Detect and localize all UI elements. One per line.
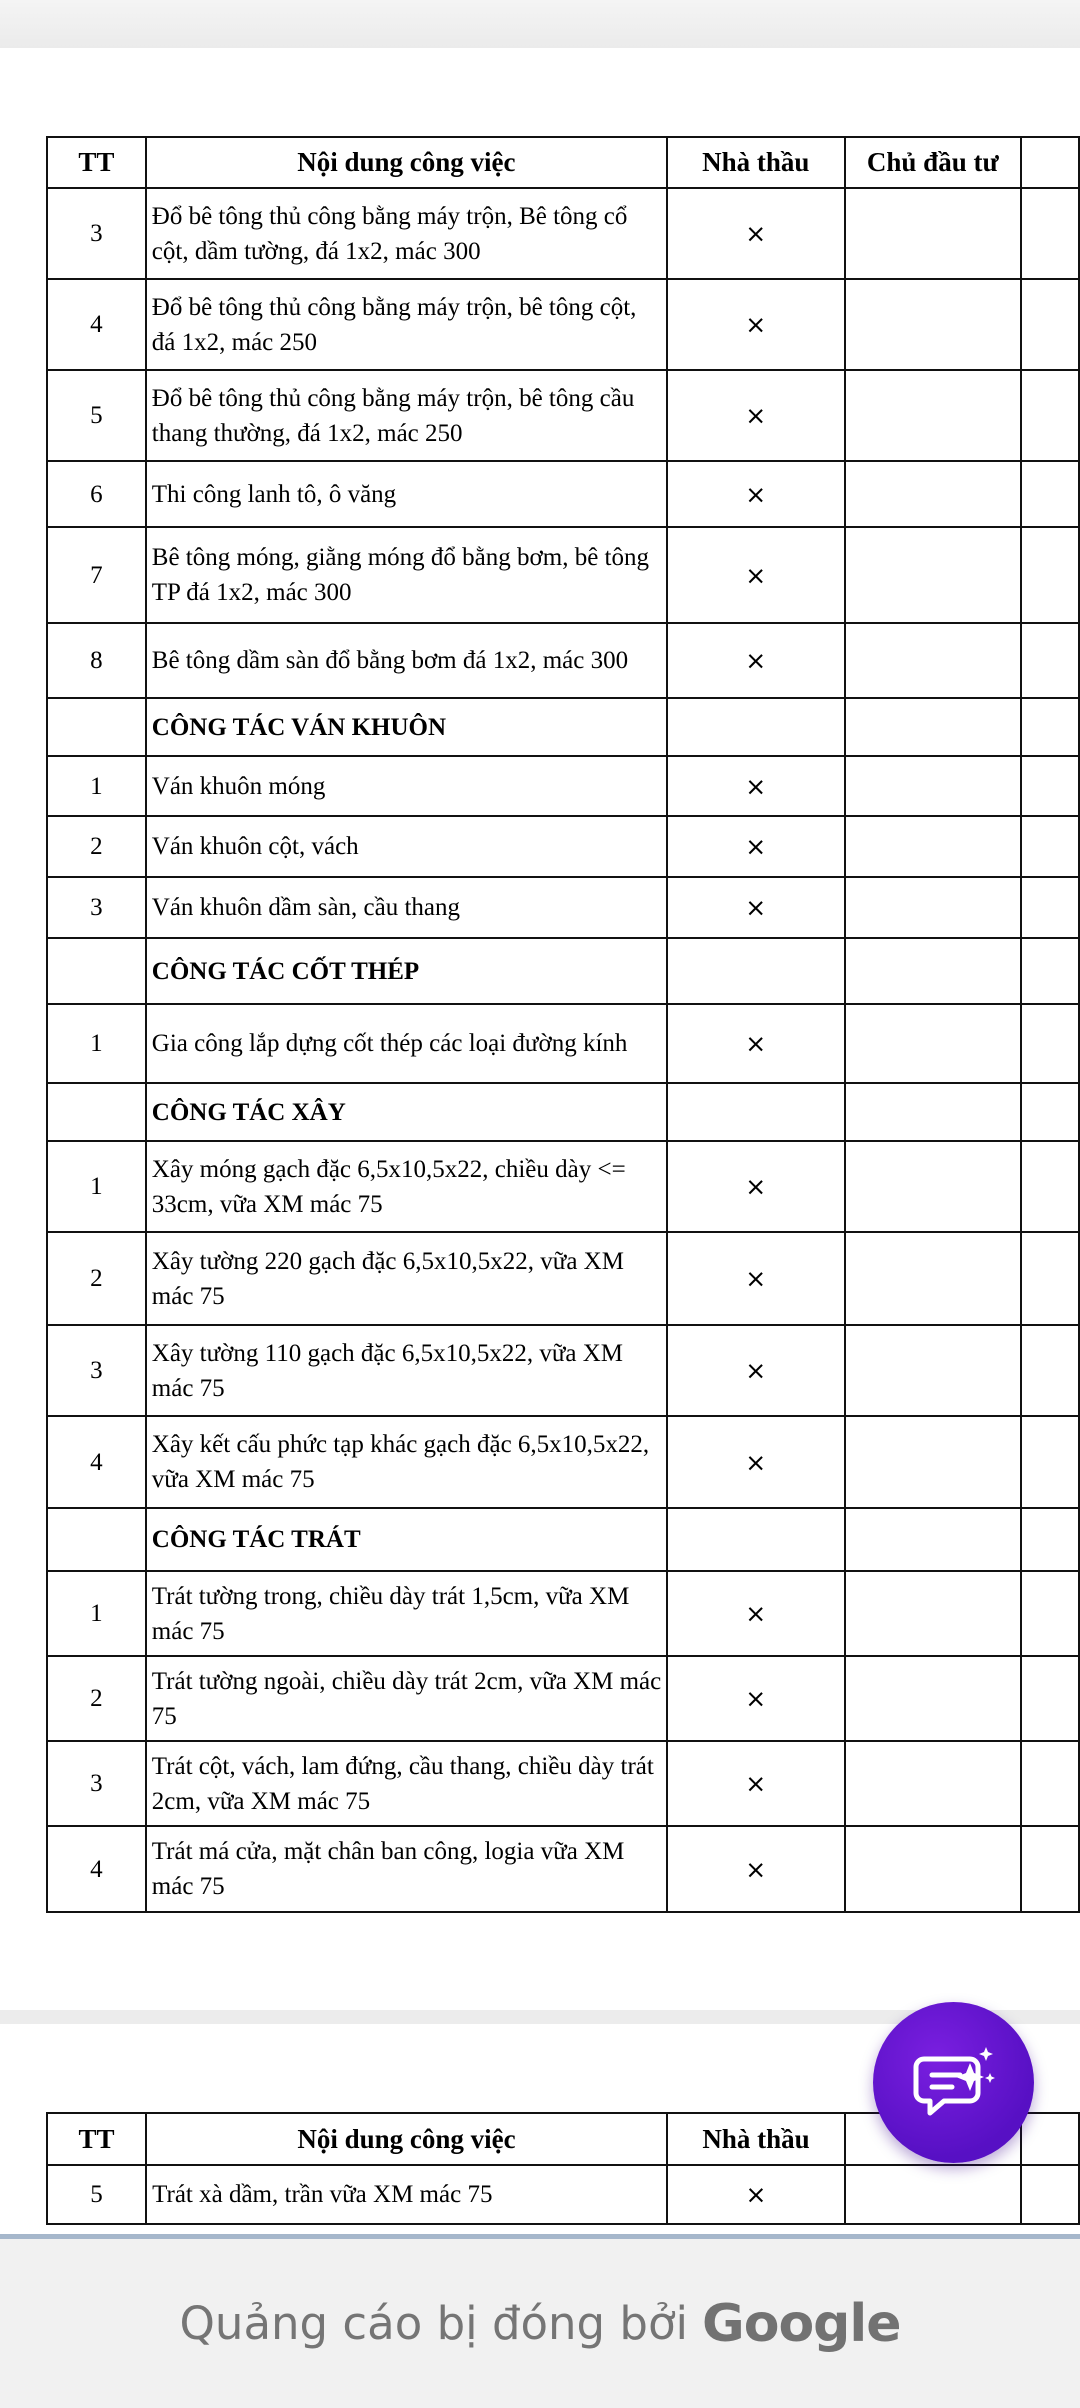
- header-investor: Chủ đầu tư: [845, 137, 1021, 188]
- ai-chat-sparkle-icon: [906, 2035, 1002, 2131]
- investor-cell: [845, 461, 1021, 527]
- investor-cell: [845, 1656, 1021, 1741]
- contractor-mark: ×: [667, 756, 845, 816]
- work-description: Ván khuôn dầm sàn, cầu thang: [146, 877, 667, 938]
- work-description: Đổ bê tông thủ công bằng máy trộn, bê tông cột, đá 1x2, mác 250: [146, 279, 667, 370]
- work-description: Đổ bê tông thủ công bằng máy trộn, bê tông cầu thang thường, đá 1x2, mác 250: [146, 370, 667, 461]
- extra-cell: [1021, 698, 1079, 756]
- contractor-mark: [667, 938, 845, 1004]
- extra-cell: [1021, 527, 1079, 623]
- contractor-mark: ×: [667, 1571, 845, 1656]
- table-header-row: [47, 137, 1079, 188]
- section-header-row: [47, 1083, 1079, 1141]
- row-number: 1: [47, 1141, 146, 1232]
- table-row: [47, 1741, 1079, 1826]
- contractor-mark: ×: [667, 1141, 845, 1232]
- row-number: 1: [47, 1004, 146, 1083]
- row-number: 5: [47, 370, 146, 461]
- extra-cell: [1021, 1141, 1079, 1232]
- header-contractor: Nhà thầu: [667, 2113, 845, 2165]
- table-row: [47, 1325, 1079, 1416]
- section-header-row: [47, 938, 1079, 1004]
- extra-cell: [1021, 370, 1079, 461]
- row-number: [47, 938, 146, 1004]
- extra-cell: [1021, 816, 1079, 877]
- row-number: [47, 698, 146, 756]
- investor-cell: [845, 1232, 1021, 1325]
- table-row: [47, 1826, 1079, 1912]
- row-number: 3: [47, 1741, 146, 1826]
- work-description: Trát xà dầm, trần vữa XM mác 75: [146, 2165, 667, 2224]
- contractor-mark: ×: [667, 1232, 845, 1325]
- investor-cell: [845, 623, 1021, 698]
- extra-cell: [1021, 1325, 1079, 1416]
- table-row: [47, 1656, 1079, 1741]
- investor-cell: [845, 1571, 1021, 1656]
- extra-cell: [1021, 1083, 1079, 1141]
- contractor-mark: ×: [667, 1004, 845, 1083]
- row-number: 7: [47, 527, 146, 623]
- investor-cell: [845, 1826, 1021, 1912]
- section-header-row: [47, 698, 1079, 756]
- extra-cell: [1021, 1826, 1079, 1912]
- row-number: 4: [47, 1416, 146, 1508]
- investor-cell: [845, 1083, 1021, 1141]
- row-number: 4: [47, 1826, 146, 1912]
- contractor-mark: [667, 1508, 845, 1571]
- table-row: [47, 1004, 1079, 1083]
- contractor-mark: [667, 698, 845, 756]
- header-extra: [1021, 2113, 1079, 2165]
- contractor-mark: ×: [667, 1416, 845, 1508]
- contractor-mark: ×: [667, 279, 845, 370]
- row-number: 1: [47, 756, 146, 816]
- investor-cell: [845, 188, 1021, 279]
- table-row: [47, 623, 1079, 698]
- work-description: Xây móng gạch đặc 6,5x10,5x22, chiều dày <= 33cm, vữa XM mác 75: [146, 1141, 667, 1232]
- table-row: [47, 1416, 1079, 1508]
- extra-cell: [1021, 188, 1079, 279]
- section-title: CÔNG TÁC CỐT THÉP: [146, 938, 667, 1004]
- contractor-mark: [667, 1083, 845, 1141]
- extra-cell: [1021, 1508, 1079, 1571]
- contractor-mark: ×: [667, 816, 845, 877]
- google-logo-text: Google: [702, 2293, 901, 2354]
- contractor-mark: ×: [667, 188, 845, 279]
- investor-cell: [845, 938, 1021, 1004]
- header-content: Nội dung công việc: [146, 2113, 667, 2165]
- row-number: 3: [47, 188, 146, 279]
- header-extra: [1021, 137, 1079, 188]
- investor-cell: [845, 1004, 1021, 1083]
- investor-cell: [845, 370, 1021, 461]
- extra-cell: [1021, 1741, 1079, 1826]
- work-description: Gia công lắp dựng cốt thép các loại đường kính: [146, 1004, 667, 1083]
- investor-cell: [845, 1141, 1021, 1232]
- section-title: CÔNG TÁC TRÁT: [146, 1508, 667, 1571]
- work-description: Trát cột, vách, lam đứng, cầu thang, chiều dày trát 2cm, vữa XM mác 75: [146, 1741, 667, 1826]
- table-row: [47, 370, 1079, 461]
- row-number: 2: [47, 816, 146, 877]
- work-description: Trát má cửa, mặt chân ban công, logia vữa XM mác 75: [146, 1826, 667, 1912]
- investor-cell: [845, 279, 1021, 370]
- contractor-mark: ×: [667, 527, 845, 623]
- work-description: Xây tường 110 gạch đặc 6,5x10,5x22, vữa XM mác 75: [146, 1325, 667, 1416]
- contractor-mark: ×: [667, 1325, 845, 1416]
- investor-cell: [845, 527, 1021, 623]
- contractor-mark: ×: [667, 1826, 845, 1912]
- extra-cell: [1021, 1232, 1079, 1325]
- extra-cell: [1021, 1004, 1079, 1083]
- contractor-mark: ×: [667, 370, 845, 461]
- table-row: [47, 877, 1079, 938]
- table-row: [47, 188, 1079, 279]
- extra-cell: [1021, 1416, 1079, 1508]
- work-description: Xây tường 220 gạch đặc 6,5x10,5x22, vữa XM mác 75: [146, 1232, 667, 1325]
- table-row: [47, 1571, 1079, 1656]
- work-description: Thi công lanh tô, ô văng: [146, 461, 667, 527]
- investor-cell: [845, 1416, 1021, 1508]
- header-tt: TT: [47, 2113, 146, 2165]
- row-number: 1: [47, 1571, 146, 1656]
- investor-cell: [845, 698, 1021, 756]
- top-shadow-band: [0, 0, 1080, 48]
- contractor-mark: ×: [667, 1656, 845, 1741]
- investor-cell: [845, 1325, 1021, 1416]
- extra-cell: [1021, 623, 1079, 698]
- row-number: [47, 1508, 146, 1571]
- row-number: 4: [47, 279, 146, 370]
- work-description: Trát tường trong, chiều dày trát 1,5cm, vữa XM mác 75: [146, 1571, 667, 1656]
- extra-cell: [1021, 2165, 1079, 2224]
- table-row: [47, 1232, 1079, 1325]
- investor-cell: [845, 1508, 1021, 1571]
- extra-cell: [1021, 1656, 1079, 1741]
- section-title: CÔNG TÁC VÁN KHUÔN: [146, 698, 667, 756]
- table-row: [47, 461, 1079, 527]
- ai-chat-button[interactable]: [873, 2002, 1034, 2163]
- row-number: [47, 1083, 146, 1141]
- section-title: CÔNG TÁC XÂY: [146, 1083, 667, 1141]
- table-row: [47, 816, 1079, 877]
- investor-cell: [845, 1741, 1021, 1826]
- work-description: Bê tông móng, giằng móng đổ bằng bơm, bê tông TP đá 1x2, mác 300: [146, 527, 667, 623]
- extra-cell: [1021, 756, 1079, 816]
- row-number: 2: [47, 1232, 146, 1325]
- row-number: 5: [47, 2165, 146, 2224]
- table-row: [47, 2165, 1079, 2224]
- contractor-mark: ×: [667, 461, 845, 527]
- ad-closed-text: Quảng cáo bị đóng bởi: [179, 2297, 689, 2350]
- table-row: [47, 1141, 1079, 1232]
- row-number: 2: [47, 1656, 146, 1741]
- investor-cell: [845, 2165, 1021, 2224]
- ad-closed-notice: [0, 2234, 1080, 2408]
- section-header-row: [47, 1508, 1079, 1571]
- work-items-table: [46, 136, 1080, 1913]
- work-description: Đổ bê tông thủ công bằng máy trộn, Bê tông cổ cột, dầm tường, đá 1x2, mác 300: [146, 188, 667, 279]
- work-description: Ván khuôn móng: [146, 756, 667, 816]
- contractor-mark: ×: [667, 2165, 845, 2224]
- contractor-mark: ×: [667, 877, 845, 938]
- investor-cell: [845, 816, 1021, 877]
- work-description: Ván khuôn cột, vách: [146, 816, 667, 877]
- table-row: [47, 756, 1079, 816]
- work-description: Xây kết cấu phức tạp khác gạch đặc 6,5x10,5x22, vữa XM mác 75: [146, 1416, 667, 1508]
- header-tt: TT: [47, 137, 146, 188]
- row-number: 6: [47, 461, 146, 527]
- extra-cell: [1021, 1571, 1079, 1656]
- work-description: Bê tông dầm sàn đổ bằng bơm đá 1x2, mác 300: [146, 623, 667, 698]
- extra-cell: [1021, 877, 1079, 938]
- contractor-mark: ×: [667, 623, 845, 698]
- extra-cell: [1021, 938, 1079, 1004]
- header-content: Nội dung công việc: [146, 137, 667, 188]
- row-number: 3: [47, 1325, 146, 1416]
- contractor-mark: ×: [667, 1741, 845, 1826]
- extra-cell: [1021, 279, 1079, 370]
- investor-cell: [845, 877, 1021, 938]
- extra-cell: [1021, 461, 1079, 527]
- work-description: Trát tường ngoài, chiều dày trát 2cm, vữa XM mác 75: [146, 1656, 667, 1741]
- row-number: 3: [47, 877, 146, 938]
- table-row: [47, 527, 1079, 623]
- row-number: 8: [47, 623, 146, 698]
- table-row: [47, 279, 1079, 370]
- header-contractor: Nhà thầu: [667, 137, 845, 188]
- investor-cell: [845, 756, 1021, 816]
